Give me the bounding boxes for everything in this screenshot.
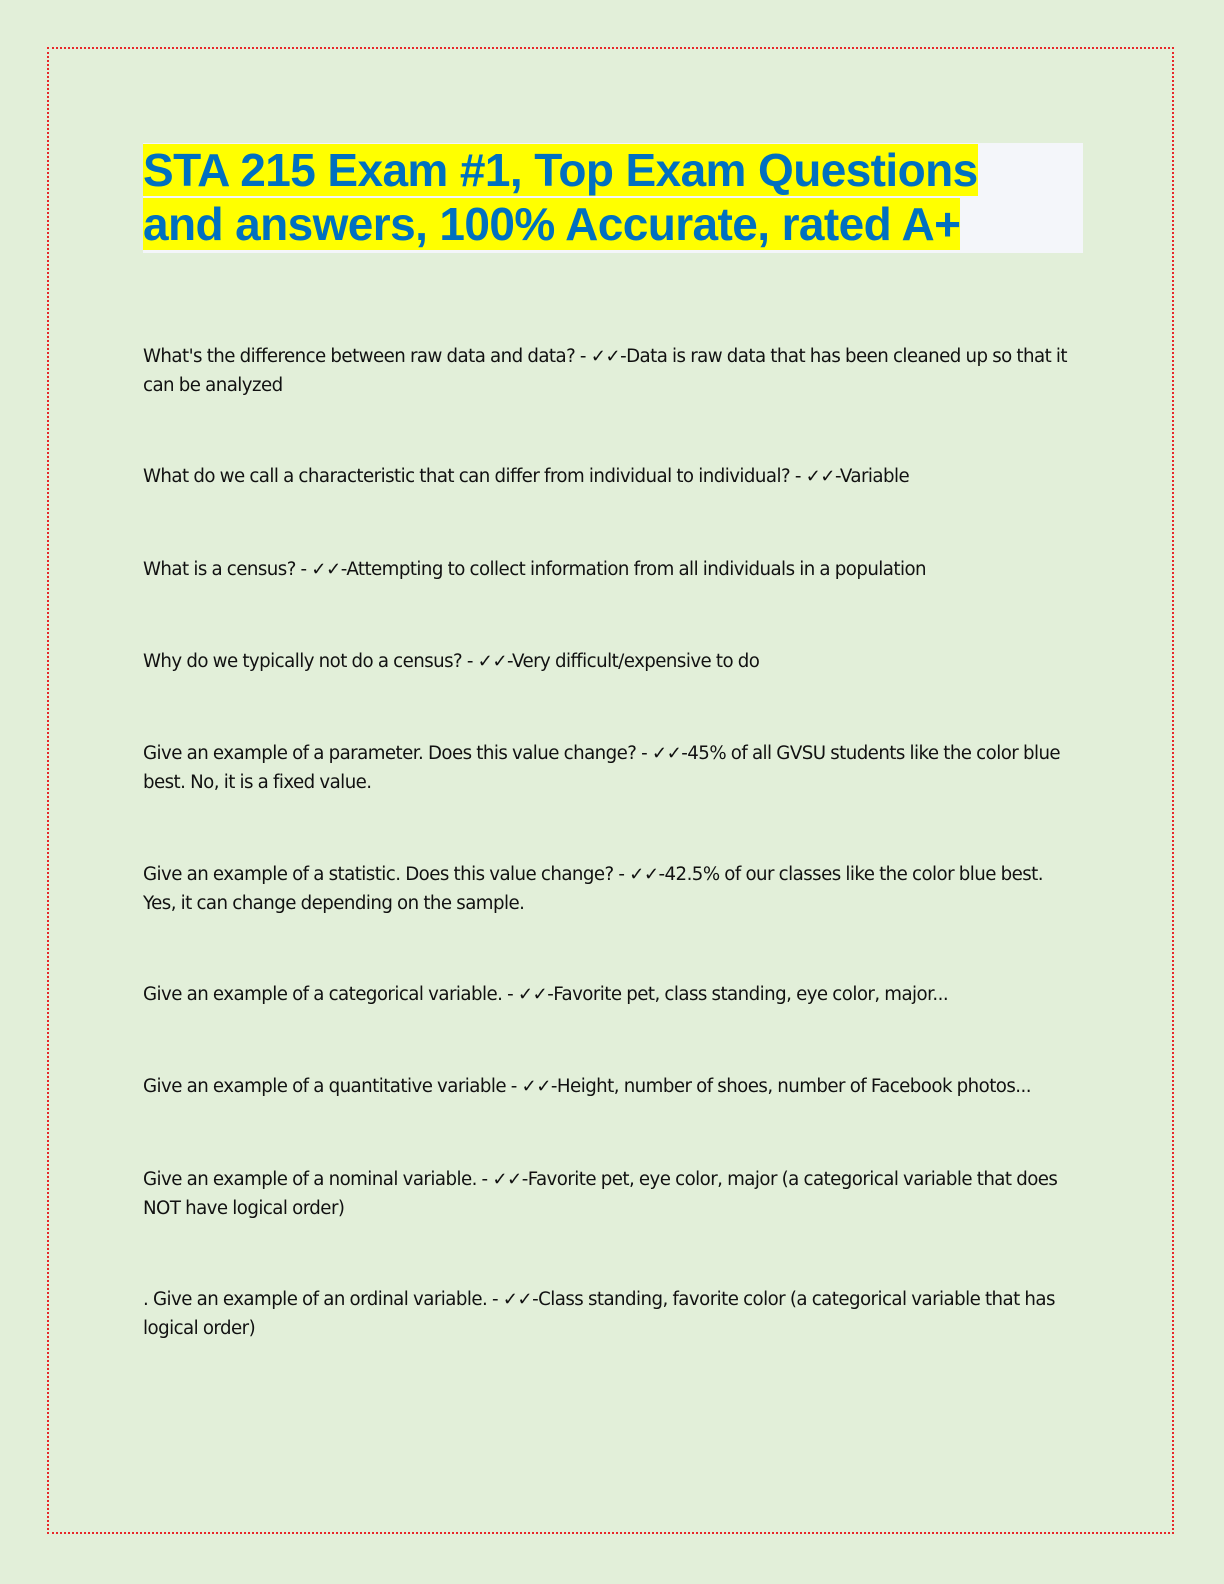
question-text: What's the difference between raw data and data? (143, 346, 576, 367)
double-check-icon: ✓✓ (521, 1076, 551, 1097)
answer-prefix: - (658, 864, 665, 885)
qa-item (143, 1285, 1078, 1343)
double-check-icon: ✓✓ (311, 559, 341, 580)
qa-item (143, 555, 1078, 584)
qa-item (143, 1072, 1078, 1101)
answer-prefix: - (521, 1169, 528, 1190)
answer-prefix: - (547, 984, 554, 1005)
double-check-icon: ✓✓ (805, 466, 835, 487)
question-text: Why do we typically not do a census? (143, 651, 463, 672)
answer-text: Variable (839, 466, 910, 487)
answer-prefix: - (507, 651, 512, 672)
title-line-1: STA 215 Exam #1, Top Exam Questions (143, 144, 978, 196)
title-line-2: and answers, 100% Accurate, rated A+ (143, 198, 961, 250)
separator: - (790, 466, 806, 487)
double-check-icon: ✓✓ (517, 984, 548, 1005)
qa-item (143, 647, 1078, 676)
double-check-icon: ✓✓ (651, 743, 682, 764)
answer-text: Very difficult/expensive to do (511, 651, 760, 672)
answer-prefix: - (340, 559, 347, 580)
answer-text: Favorite pet, eye color, major (a categorical variable that does NOT have logical order) (143, 1169, 1058, 1219)
double-check-icon: ✓✓ (477, 651, 508, 672)
question-text: . Give an example of an ordinal variable. (143, 1289, 488, 1310)
title-box (143, 143, 1083, 253)
question-text: Give an example of a categorical variable. (143, 984, 503, 1005)
question-text: Give an example of a nominal variable. (143, 1169, 477, 1190)
answer-text: 42.5% of our classes like the color blue best. Yes, it can change depending on the sample. (143, 864, 1043, 914)
question-text: What is a census? (143, 559, 296, 580)
separator: - (476, 1169, 493, 1190)
qa-item (143, 1165, 1078, 1223)
answer-prefix: - (681, 743, 688, 764)
question-text: Give an example of a statistic. Does this value change? (143, 864, 614, 885)
double-check-icon: ✓✓ (502, 1289, 533, 1310)
separator: - (636, 743, 652, 764)
separator: - (487, 1289, 503, 1310)
separator: - (575, 346, 591, 367)
answer-prefix: - (550, 1076, 557, 1097)
qa-item (143, 342, 1078, 400)
separator: - (613, 864, 630, 885)
double-check-icon: ✓✓ (590, 346, 621, 367)
separator: - (462, 651, 478, 672)
answer-text: Height, number of shoes, number of Facebook photos... (556, 1076, 1031, 1097)
question-text: Give an example of a quantitative variable (143, 1076, 507, 1097)
answer-prefix: - (620, 346, 627, 367)
answer-text: Class standing, favorite color (a categorical variable that has logical order) (143, 1289, 1055, 1339)
answer-text: Attempting to collect information from all individuals in a population (346, 559, 927, 580)
answer-prefix: - (834, 466, 840, 487)
separator: - (295, 559, 312, 580)
qa-item (143, 462, 1078, 491)
answer-text: Favorite pet, class standing, eye color, major... (553, 984, 949, 1005)
double-check-icon: ✓✓ (629, 864, 659, 885)
question-text: What do we call a characteristic that can differ from individual to individual? (143, 466, 791, 487)
qa-item (143, 739, 1078, 797)
document-title (143, 143, 1083, 251)
answer-prefix: - (532, 1289, 539, 1310)
answer-text: Data is raw data that has been cleaned up so that it can be analyzed (143, 346, 1067, 396)
separator: - (506, 1076, 522, 1097)
separator: - (502, 984, 518, 1005)
answer-text: 45% of all GVSU students like the color blue best. No, it is a fixed value. (143, 743, 1061, 793)
qa-item (143, 980, 1078, 1009)
qa-item (143, 860, 1078, 918)
question-text: Give an example of a parameter. Does this value change? (143, 743, 637, 764)
double-check-icon: ✓✓ (492, 1169, 522, 1190)
